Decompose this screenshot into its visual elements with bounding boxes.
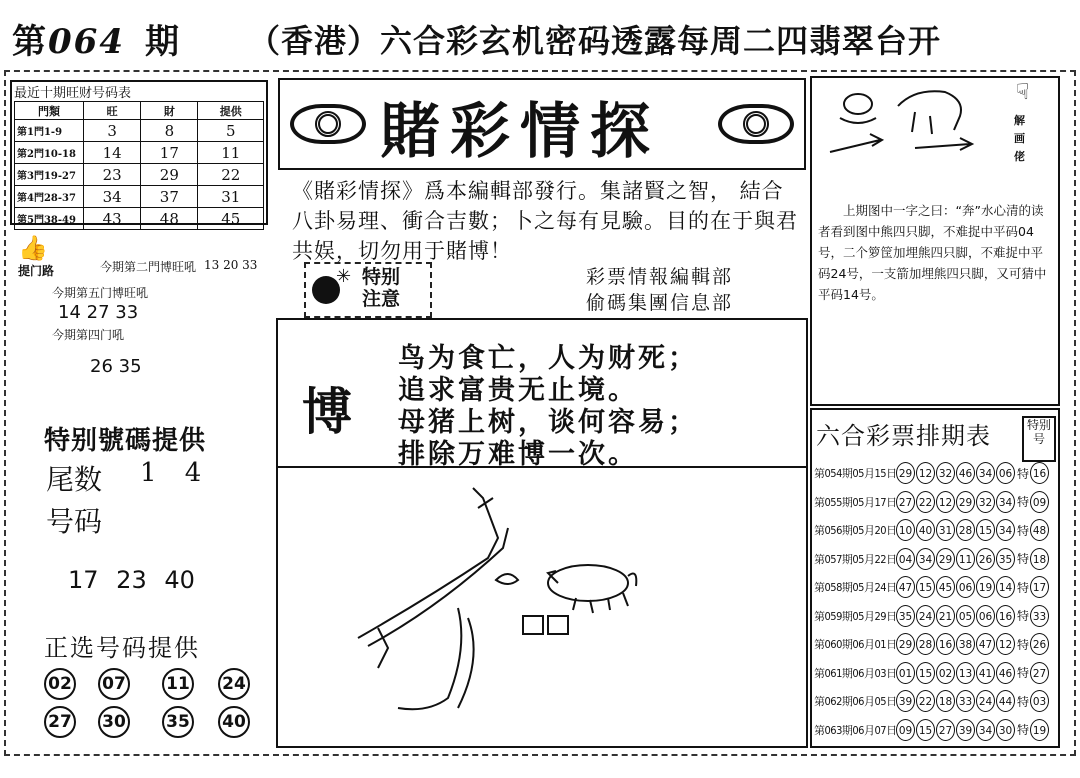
schedule-row (814, 631, 1050, 657)
signature-2: 偷碼集團信息部 (586, 292, 734, 314)
table-header-row (15, 102, 264, 120)
hint-line1-nums: 13 20 33 (204, 258, 258, 272)
cell: 43 (84, 208, 141, 230)
cell: 29 (141, 164, 198, 186)
recent-table (14, 101, 264, 230)
special-mark: 特 (1017, 637, 1030, 652)
special-mark: 特 (1017, 552, 1030, 566)
poem-line: 追求富贵无止境。 (398, 375, 638, 406)
schedule-ball: 10 (896, 519, 915, 541)
table-row (15, 164, 264, 186)
tail-label: 尾数 (46, 463, 103, 496)
page-title: （香港）六合彩玄机密码透露每周二四翡翠台开 (248, 22, 942, 60)
poem-line: 排除万难博一次。 (398, 439, 638, 470)
eye-icon (290, 104, 366, 144)
schedule-ball: 06 (996, 462, 1015, 484)
schedule-ball: 35 (996, 548, 1015, 570)
schedule-ball: 15 (916, 662, 935, 684)
code-label: 号码 (46, 505, 103, 538)
selected-ball: 07 (98, 668, 130, 700)
schedule-ball: 24 (916, 605, 935, 627)
schedule-ball: 34 (996, 519, 1015, 541)
row-label: 第4門28-37 (15, 186, 84, 208)
cell: 8 (141, 120, 198, 142)
schedule-ball: 35 (896, 605, 915, 627)
schedule-ball: 33 (956, 690, 975, 712)
special-ball: 16 (1030, 462, 1049, 484)
schedule-ball: 18 (936, 690, 955, 712)
schedule-date: 第063期06月07日 (814, 723, 897, 737)
schedule-ball: 16 (996, 605, 1015, 627)
cell: 17 (141, 142, 198, 164)
schedule-ball: 28 (956, 519, 975, 541)
special-ball: 27 (1030, 662, 1049, 684)
pointing-hand-icon: ☟ (1016, 80, 1030, 105)
schedule-ball: 27 (936, 719, 955, 741)
schedule-ball: 22 (916, 690, 935, 712)
schedule-ball: 12 (936, 491, 955, 513)
schedule-ball: 29 (896, 633, 915, 655)
column-header: 門類 (15, 102, 84, 120)
basket-bear-arrow-illustration (820, 82, 1000, 158)
banner-title: 賭彩情探 (380, 97, 660, 167)
column-header: 財 (141, 102, 198, 120)
special-mark: 特 (1017, 466, 1030, 481)
code-values: 17 23 40 (68, 566, 195, 594)
schedule-ball: 28 (916, 633, 935, 655)
special-mark: 特 (1017, 694, 1030, 709)
table-row (15, 186, 264, 208)
special-mark: 特 (1017, 495, 1030, 509)
schedule-date: 第059期05月29日 (814, 609, 897, 623)
schedule-ball: 01 (896, 662, 915, 684)
schedule-row (814, 717, 1050, 743)
schedule-date: 第062期06月05日 (814, 695, 897, 708)
special-ball: 17 (1030, 576, 1049, 598)
column-header: 旺 (84, 102, 141, 120)
schedule-ball: 34 (916, 548, 935, 570)
intro-text: 《賭彩情探》爲本編輯部發行。集諸賢之智， 結合八卦易理、衝合吉數；卜之每有見驗。目的在于與君共娱，切勿用于賭博！ (292, 179, 798, 263)
schedule-ball: 29 (896, 462, 915, 484)
hint-label: 提门路 (18, 264, 55, 278)
schedule-ball: 21 (936, 605, 955, 627)
special-mark: 特 (1017, 609, 1030, 623)
recent-table-title: 最近十期旺财号码表 (14, 86, 132, 101)
cell: 37 (141, 186, 198, 208)
schedule-date: 第061期06月03日 (814, 666, 897, 680)
selected-ball: 35 (162, 706, 194, 738)
previous-riddle-text: 上期图中一字之曰：“奔”水心清的读者看到图中熊四只脚，不难捉中平码04号，二个箩筐加埋熊四只脚，不难捉中平码24号，一支箭加埋熊四只脚，又可猜中平码14号。 (818, 203, 1047, 302)
schedule-ball: 15 (916, 576, 935, 598)
special-mark: 特 (1017, 666, 1030, 680)
schedule-row (814, 460, 1050, 486)
thumbs-up-icon: 👍 (18, 234, 48, 262)
schedule-ball: 30 (996, 719, 1015, 741)
schedule-ball: 11 (956, 548, 975, 570)
schedule-ball: 46 (996, 662, 1015, 684)
schedule-date: 第060期06月01日 (814, 638, 897, 651)
schedule-ball: 38 (956, 633, 975, 655)
schedule-ball: 13 (956, 662, 975, 684)
cell: 14 (84, 142, 141, 164)
schedule-ball: 34 (996, 491, 1015, 513)
schedule-date: 第058期05月24日 (814, 581, 897, 594)
special-ball: 03 (1030, 690, 1049, 712)
schedule-ball: 22 (916, 491, 935, 513)
notice-text: 特别 注意 (362, 266, 401, 310)
schedule-tag: 特别号 (1022, 416, 1056, 462)
hint-line1-label: 今期第二門博旺吼 (100, 260, 197, 274)
selected-ball: 11 (162, 668, 194, 700)
row-label: 第1門1-9 (15, 120, 84, 142)
schedule-date: 第057期05月22日 (814, 552, 897, 566)
schedule-ball: 15 (916, 719, 935, 741)
cell: 23 (84, 164, 141, 186)
schedule-row (814, 660, 1050, 686)
schedule-ball: 29 (956, 491, 975, 513)
schedule-ball: 27 (896, 491, 915, 513)
schedule-ball: 34 (976, 462, 995, 484)
hint-line3-nums: 26 35 (90, 356, 142, 377)
cell: 34 (84, 186, 141, 208)
schedule-ball: 04 (896, 548, 915, 570)
cell: 22 (198, 164, 264, 186)
table-row (15, 120, 264, 142)
special-ball: 19 (1030, 719, 1049, 741)
schedule-ball: 40 (916, 519, 935, 541)
schedule-row (814, 574, 1050, 600)
schedule-ball: 14 (996, 576, 1015, 598)
cell: 11 (198, 142, 264, 164)
schedule-ball: 32 (976, 491, 995, 513)
special-mark: 特 (1017, 723, 1030, 737)
schedule-date: 第055期05月17日 (814, 495, 897, 509)
poem-line: 鸟为食亡，人为财死； (398, 343, 698, 374)
special-ball: 26 (1030, 633, 1049, 655)
row-label: 第3門19-27 (15, 164, 84, 186)
special-ball: 18 (1030, 548, 1049, 570)
schedule-ball: 39 (896, 690, 915, 712)
schedule-ball: 06 (956, 576, 975, 598)
cell: 31 (198, 186, 264, 208)
poem-line: 母猪上树，谈何容易； (398, 407, 698, 438)
column-header: 提供 (198, 102, 264, 120)
schedule-ball: 19 (976, 576, 995, 598)
schedule-ball: 26 (976, 548, 995, 570)
special-ball: 33 (1030, 605, 1049, 627)
special-mark: 特 (1017, 523, 1030, 538)
special-mark: 特 (1017, 580, 1030, 595)
spark-icon: ✳ (336, 266, 352, 287)
issue-number: 第064 期 (12, 22, 181, 62)
schedule-ball: 12 (996, 633, 1015, 655)
selected-heading: 正选号码提供 (44, 634, 200, 662)
special-ball: 48 (1030, 519, 1049, 541)
schedule-title: 六合彩票排期表 (816, 422, 991, 450)
poem-char: 博 (302, 382, 352, 441)
schedule-ball: 41 (976, 662, 995, 684)
schedule-row (814, 489, 1050, 515)
selected-ball: 30 (98, 706, 130, 738)
hint-line2-label: 今期第五门博旺吼 (52, 286, 149, 300)
schedule-row (814, 546, 1050, 572)
signature-1: 彩票情報編輯部 (586, 266, 734, 288)
row-label: 第5門38-49 (15, 208, 84, 230)
schedule-row (814, 517, 1050, 543)
schedule-ball: 16 (936, 633, 955, 655)
cell: 3 (84, 120, 141, 142)
schedule-ball: 06 (976, 605, 995, 627)
schedule-ball: 39 (956, 719, 975, 741)
eye-icon (718, 104, 794, 144)
schedule-ball: 02 (936, 662, 955, 684)
schedule-ball: 15 (976, 519, 995, 541)
tail-values: 1 4 (140, 458, 202, 488)
schedule-ball: 45 (936, 576, 955, 598)
special-heading: 特别號碼提供 (44, 426, 207, 456)
selected-ball: 24 (218, 668, 250, 700)
table-row (15, 208, 264, 230)
schedule-date: 第054期05月15日 (814, 467, 897, 480)
schedule-row (814, 603, 1050, 629)
cell: 5 (198, 120, 264, 142)
schedule-ball: 31 (936, 519, 955, 541)
selected-ball: 27 (44, 706, 76, 738)
schedule-ball: 32 (936, 462, 955, 484)
schedule-date: 第056期05月20日 (814, 524, 897, 537)
cell: 45 (198, 208, 264, 230)
special-ball: 09 (1030, 491, 1049, 513)
tree-pig-illustration (278, 468, 806, 746)
hint-line3-label: 今期第四门吼 (52, 328, 125, 342)
table-row (15, 142, 264, 164)
schedule-ball: 44 (996, 690, 1015, 712)
selected-ball: 02 (44, 668, 76, 700)
schedule-ball: 24 (976, 690, 995, 712)
selected-ball: 40 (218, 706, 250, 738)
schedule-ball: 09 (896, 719, 915, 741)
schedule-ball: 34 (976, 719, 995, 741)
schedule-row (814, 688, 1050, 714)
schedule-ball: 12 (916, 462, 935, 484)
hint-line2-nums: 14 27 33 (58, 302, 139, 323)
schedule-ball: 29 (936, 548, 955, 570)
schedule-ball: 47 (976, 633, 995, 655)
cell: 48 (141, 208, 198, 230)
schedule-ball: 46 (956, 462, 975, 484)
schedule-ball: 05 (956, 605, 975, 627)
row-label: 第2門10-18 (15, 142, 84, 164)
schedule-ball: 47 (896, 576, 915, 598)
solve-label: 解画佬 (1014, 114, 1025, 163)
